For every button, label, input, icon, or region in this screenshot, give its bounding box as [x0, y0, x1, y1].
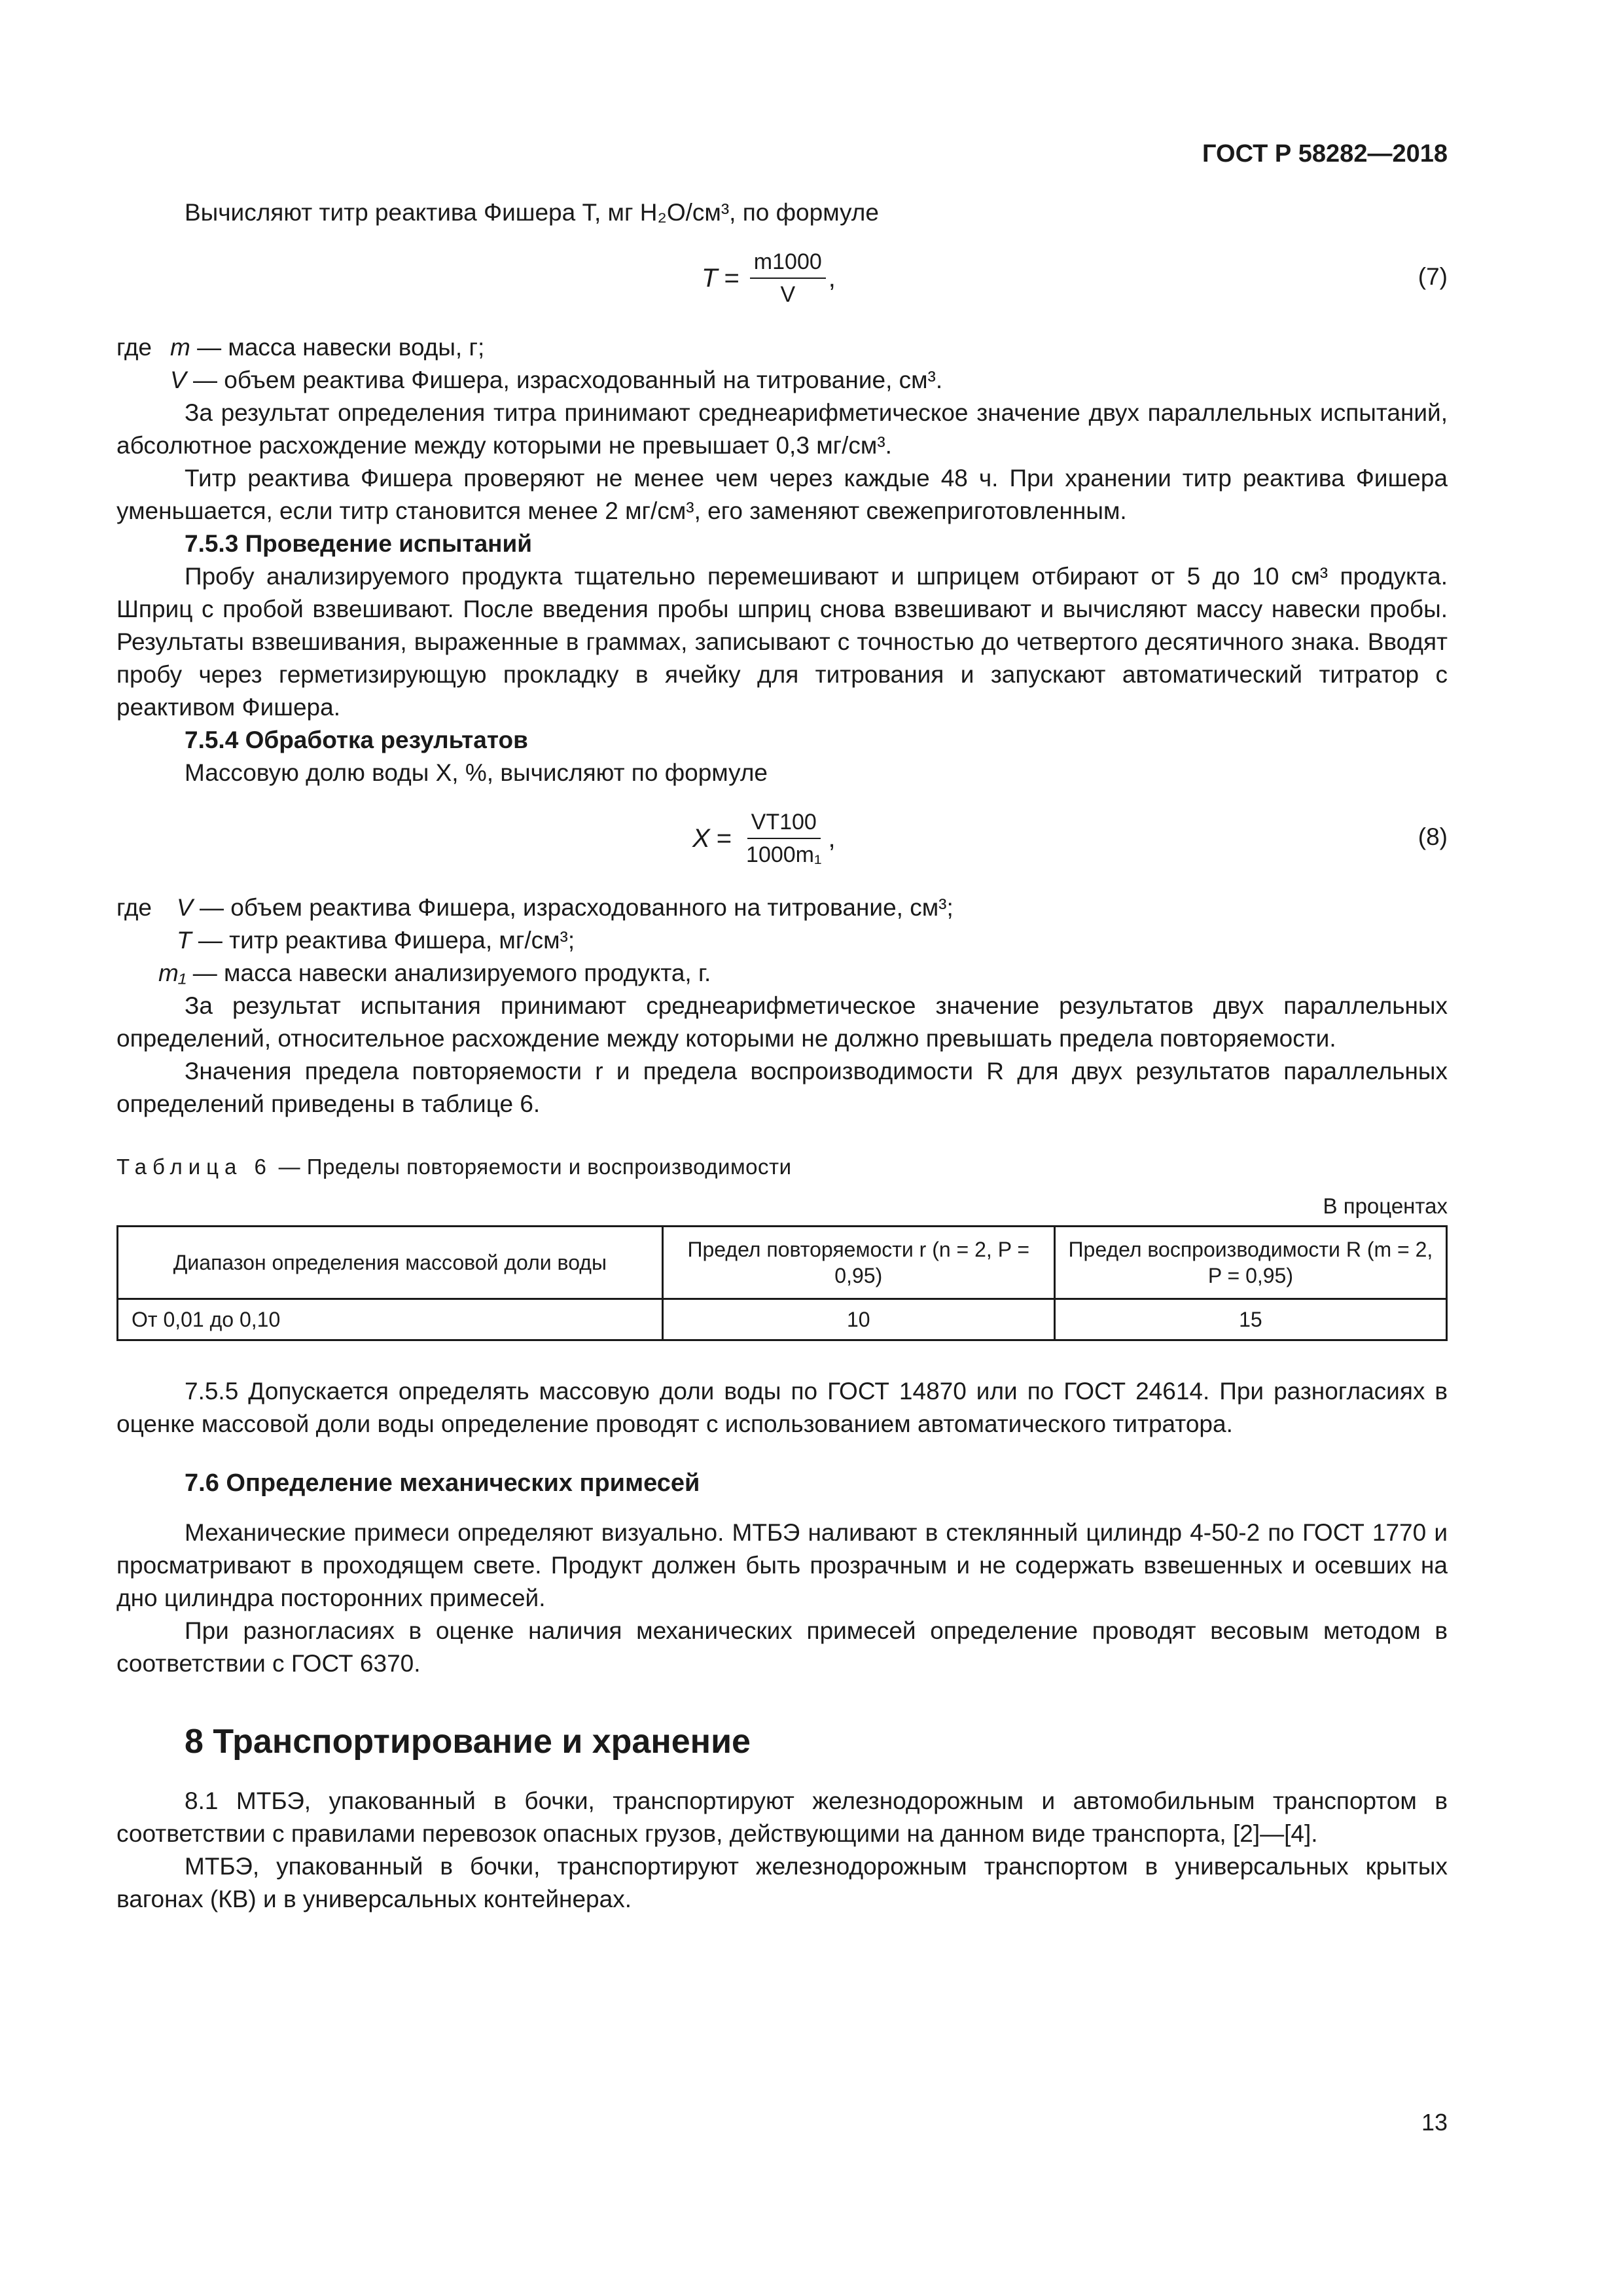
- formula-7-equals: =: [724, 264, 740, 293]
- formula-8-where-2: [116, 924, 1448, 957]
- paragraph-7-5-3: Пробу анализируемого продукта тщательно перемешивают и шприцем отбирают от 5 до 10 см³ продукта. Шприц с пробой взвешивают. После введения пробы шприц снова взвешивают и вычисляют массу навески пробы. Результаты взвешивания, выраженные в граммах, записывают с точностью до четвертого десятичного знака. Вводят пробу через герметизирующую прокладку в ячейку для титрования и запускают автоматический титратор с реактивом Фишера.: [116, 563, 1448, 721]
- where-symbol: m₁ — масса навески анализируемого продукта, г.: [158, 960, 711, 986]
- table-header-row: [118, 1227, 1447, 1299]
- formula-8-comma: ,: [828, 824, 836, 853]
- formula-7-comma: ,: [828, 264, 836, 293]
- paragraph-result: За результат испытания принимают среднеарифметическое значение результатов двух параллельных определений, относительное расхождение между которыми не должно превышать предела повторяемости.: [116, 992, 1448, 1052]
- table-6-label: Таблица 6: [116, 1155, 272, 1179]
- formula-8: [116, 791, 1448, 886]
- section-7-6-heading: 7.6 Определение механических примесей: [185, 1469, 700, 1497]
- where-prefix: где: [116, 894, 152, 921]
- table-header-cell: Предел повторяемости r (n = 2, P = 0,95): [662, 1227, 1054, 1299]
- where-symbol: V — объем реактива Фишера, израсходованный на титрование, см³.: [170, 367, 943, 393]
- formula-8-equals: =: [716, 824, 732, 853]
- formula-8-numerator: VT100: [747, 806, 821, 839]
- formula-7-intro: Вычисляют титр реактива Фишера T, мг H₂O/см³, по формуле: [185, 199, 879, 226]
- table-row: [118, 1299, 1447, 1340]
- table-header-cell: Диапазон определения массовой доли воды: [118, 1227, 663, 1299]
- paragraph-8-1: 8.1 МТБЭ, упакованный в бочки, транспортируют железнодорожным и автомобильным транспортом в соответствии с правилами перевозок опасных грузов, действующими на данном виде транспорта, [2]—[4].: [116, 1787, 1448, 1847]
- table-cell: От 0,01 до 0,10: [118, 1299, 663, 1340]
- paragraph-7-6-b: При разногласиях в оценке наличия механических примесей определение проводят весовым методом в соответствии с ГОСТ 6370.: [116, 1617, 1448, 1677]
- where-prefix: где: [116, 334, 152, 361]
- paragraph-8-1-b: МТБЭ, упакованный в бочки, транспортируют железнодорожным транспортом в универсальных крытых вагонах (КВ) и в универсальных контейнерах.: [116, 1853, 1448, 1912]
- formula-8-where-1: [116, 891, 1448, 924]
- paragraph-limits: Значения предела повторяемости r и предела воспроизводимости R для двух результатов параллельных определений приведены в таблице 6.: [116, 1058, 1448, 1117]
- paragraph-7-6-a: Механические примеси определяют визуально. МТБЭ наливают в стеклянный цилиндр 4-50-2 по ГОСТ 1770 и просматривают в проходящем свете. Продукт должен быть прозрачным и не содержать взвешенных и осевших на дно цилиндра посторонних примесей.: [116, 1519, 1448, 1611]
- formula-8-denominator: 1000m₁: [746, 842, 822, 867]
- formula-8-fraction: [742, 806, 825, 870]
- formula-8-intro: Массовую долю воды X, %, вычисляют по формуле: [185, 759, 768, 786]
- section-7-5-3-heading: 7.5.3 Проведение испытаний: [185, 530, 533, 557]
- formula-7-numerator: m1000: [750, 246, 826, 279]
- formula-7-denominator: V: [780, 282, 796, 307]
- table-6-caption: [116, 1152, 1448, 1182]
- formula-7-where-1: [116, 331, 1448, 364]
- section-7-5-4-heading: 7.5.4 Обработка результатов: [185, 726, 528, 753]
- where-symbol: V — объем реактива Фишера, израсходованного на титрование, см³;: [177, 894, 954, 921]
- table-6-title: — Пределы повторяемости и воспроизводимости: [278, 1155, 792, 1179]
- table-cell: 10: [662, 1299, 1054, 1340]
- formula-8-where-3: [116, 957, 1448, 990]
- formula-8-number: (8): [1418, 823, 1448, 850]
- formula-7-lhs: T: [702, 264, 718, 293]
- paragraph-titr-check: Титр реактива Фишера проверяют не менее чем через каждые 48 ч. При хранении титр реактива Фишера уменьшается, если титр становится менее 2 мг/см³, его заменяют свежеприготовленным.: [116, 465, 1448, 524]
- where-symbol: m — масса навески воды, г;: [170, 334, 485, 361]
- paragraph-7-5-5: 7.5.5 Допускается определять массовую доли воды по ГОСТ 14870 или по ГОСТ 24614. При разногласиях в оценке массовой доли воды определение проводят с использованием автоматического титратора.: [116, 1378, 1448, 1437]
- formula-7-where-2: [116, 364, 1448, 397]
- table-header-cell: Предел воспроизводимости R (m = 2, P = 0,95): [1054, 1227, 1446, 1299]
- formula-7-number: (7): [1418, 263, 1448, 290]
- formula-7: [116, 230, 1448, 326]
- page-number: 13: [1421, 2109, 1448, 2136]
- formula-7-fraction: [750, 246, 826, 310]
- where-symbol: T — титр реактива Фишера, мг/см³;: [177, 927, 575, 954]
- formula-8-lhs: X: [692, 824, 710, 853]
- table-cell: 15: [1054, 1299, 1446, 1340]
- table-6-unit: В процентах: [1323, 1194, 1448, 1218]
- paragraph-titr-result: За результат определения титра принимают среднеарифметическое значение двух параллельных испытаний, абсолютное расхождение между которыми не превышает 0,3 мг/см³.: [116, 399, 1448, 459]
- table-6: [116, 1225, 1448, 1341]
- document-id-header: ГОСТ Р 58282—2018: [1202, 140, 1448, 168]
- section-8-heading: 8 Транспортирование и хранение: [185, 1723, 751, 1761]
